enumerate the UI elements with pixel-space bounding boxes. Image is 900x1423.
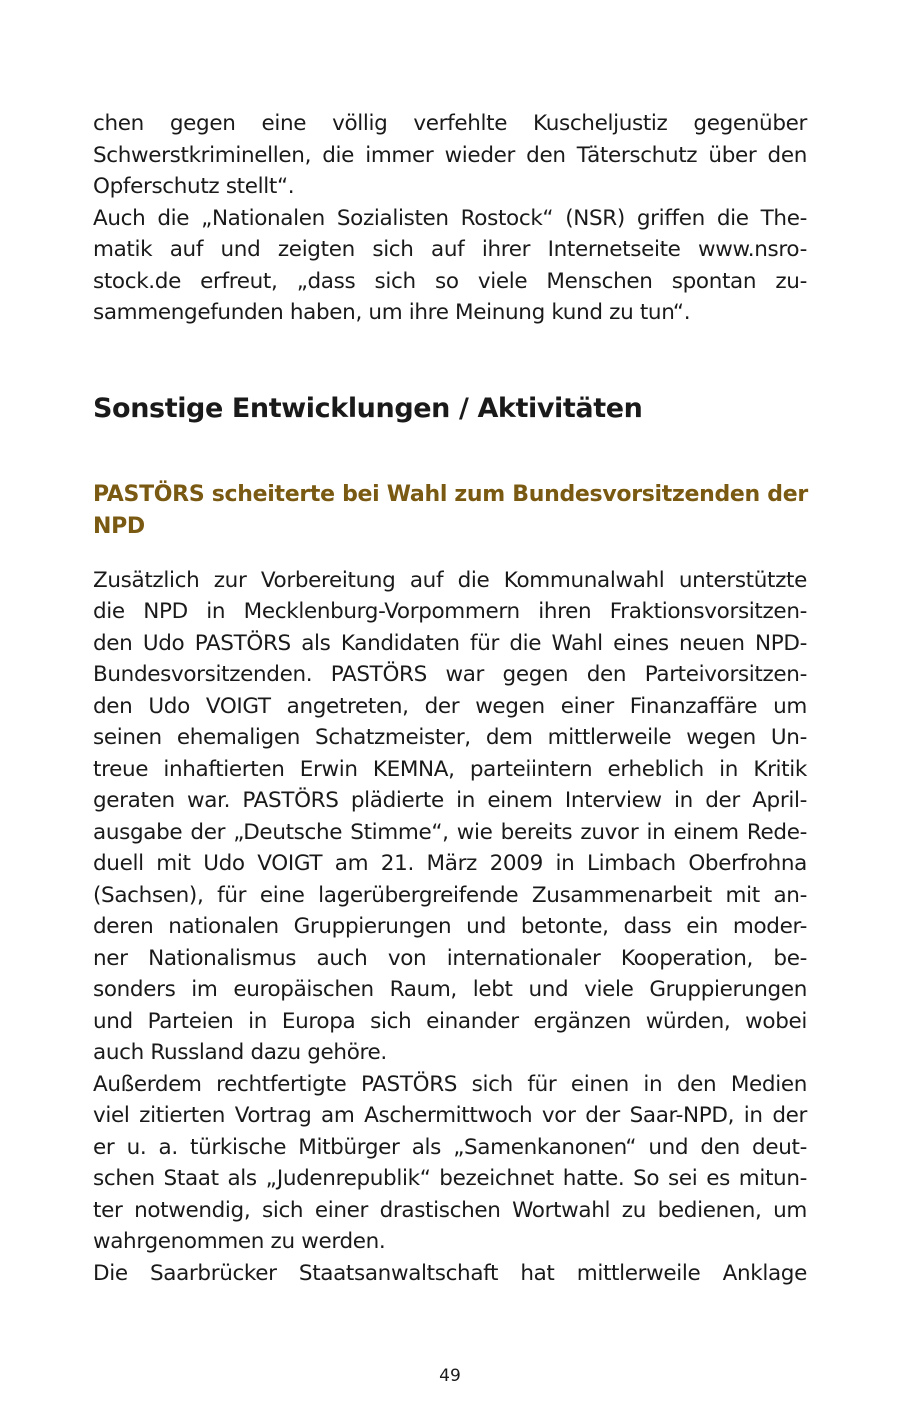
text-line: auch Russland dazu gehöre. <box>93 1040 387 1065</box>
text-line: Auch die „Nationalen Sozialisten Rostock“ (NSR) griffen die The- <box>93 205 807 231</box>
text-line: ter notwendig, sich einer drastischen Wortwahl zu bedienen, um <box>93 1197 807 1223</box>
text-line: Opferschutz stellt“. <box>93 174 295 199</box>
text-line: ner Nationalismus auch von internationaler Kooperation, be- <box>93 945 807 971</box>
text-line: den Udo PASTÖRS als Kandidaten für die Wahl eines neuen NPD- <box>93 630 807 656</box>
intro-paragraph <box>93 108 807 329</box>
text-line: ausgabe der „Deutsche Stimme“, wie bereits zuvor in einem Rede- <box>93 819 807 845</box>
text-line: er u. a. türkische Mitbürger als „Samenkanonen“ und den deut- <box>93 1134 807 1160</box>
text-line: sonders im europäischen Raum, lebt und viele Gruppierungen <box>93 977 807 1002</box>
text-line: Bundesvorsitzenden. PASTÖRS war gegen den Parteivorsitzen- <box>93 662 807 687</box>
section-heading: Sonstige Entwicklungen / Aktivitäten <box>93 392 643 424</box>
page-content <box>93 108 807 1289</box>
sub-heading-line: PASTÖRS scheiterte bei Wahl zum Bundesvorsitzenden der <box>93 481 808 507</box>
text-line: Schwerstkriminellen, die immer wieder den Täterschutz über den <box>93 142 807 168</box>
text-line: treue inhaftierten Erwin KEMNA, parteiintern erheblich in Kritik <box>93 756 807 782</box>
text-line: Zusätzlich zur Vorbereitung auf die Kommunalwahl unterstützte <box>93 567 807 593</box>
text-line: schen Staat als „Judenrepublik“ bezeichnet hatte. So sei es mitun- <box>93 1166 807 1191</box>
sub-heading <box>93 479 807 543</box>
page-number: 49 <box>439 1366 461 1386</box>
text-line: sammengefunden haben, um ihre Meinung kund zu tun“. <box>93 300 691 325</box>
sub-heading-line: NPD <box>93 513 145 539</box>
text-line: matik auf und zeigten sich auf ihrer Internetseite www.nsro- <box>93 237 807 262</box>
text-line: (Sachsen), für eine lagerübergreifende Zusammenarbeit mit an- <box>93 882 807 908</box>
text-line: die NPD in Mecklenburg-Vorpommern ihren Fraktionsvorsitzen- <box>93 599 807 624</box>
text-line: chen gegen eine völlig verfehlte Kuscheljustiz gegenüber <box>93 111 807 136</box>
text-line: wahrgenommen zu werden. <box>93 1229 386 1254</box>
text-line: geraten war. PASTÖRS plädierte in einem Interview in der April- <box>93 788 807 813</box>
text-line: deren nationalen Gruppierungen und betonte, dass ein moder- <box>93 914 807 939</box>
text-line: und Parteien in Europa sich einander ergänzen würden, wobei <box>93 1008 807 1034</box>
text-line: seinen ehemaligen Schatzmeister, dem mittlerweile wegen Un- <box>93 725 807 750</box>
text-line: duell mit Udo VOIGT am 21. März 2009 in Limbach Oberfrohna <box>93 851 807 876</box>
text-line: stock.de erfreut, „dass sich so viele Menschen spontan zu- <box>93 268 807 294</box>
text-line: Außerdem rechtfertigte PASTÖRS sich für einen in den Medien <box>93 1071 807 1097</box>
text-line: den Udo VOIGT angetreten, der wegen einer Finanzaffäre um <box>93 693 807 719</box>
body-paragraph <box>93 565 807 1290</box>
text-line: Die Saarbrücker Staatsanwaltschaft hat mittlerweile Anklage <box>93 1260 807 1286</box>
text-line: viel zitierten Vortrag am Aschermittwoch vor der Saar-NPD, in der <box>93 1103 807 1128</box>
